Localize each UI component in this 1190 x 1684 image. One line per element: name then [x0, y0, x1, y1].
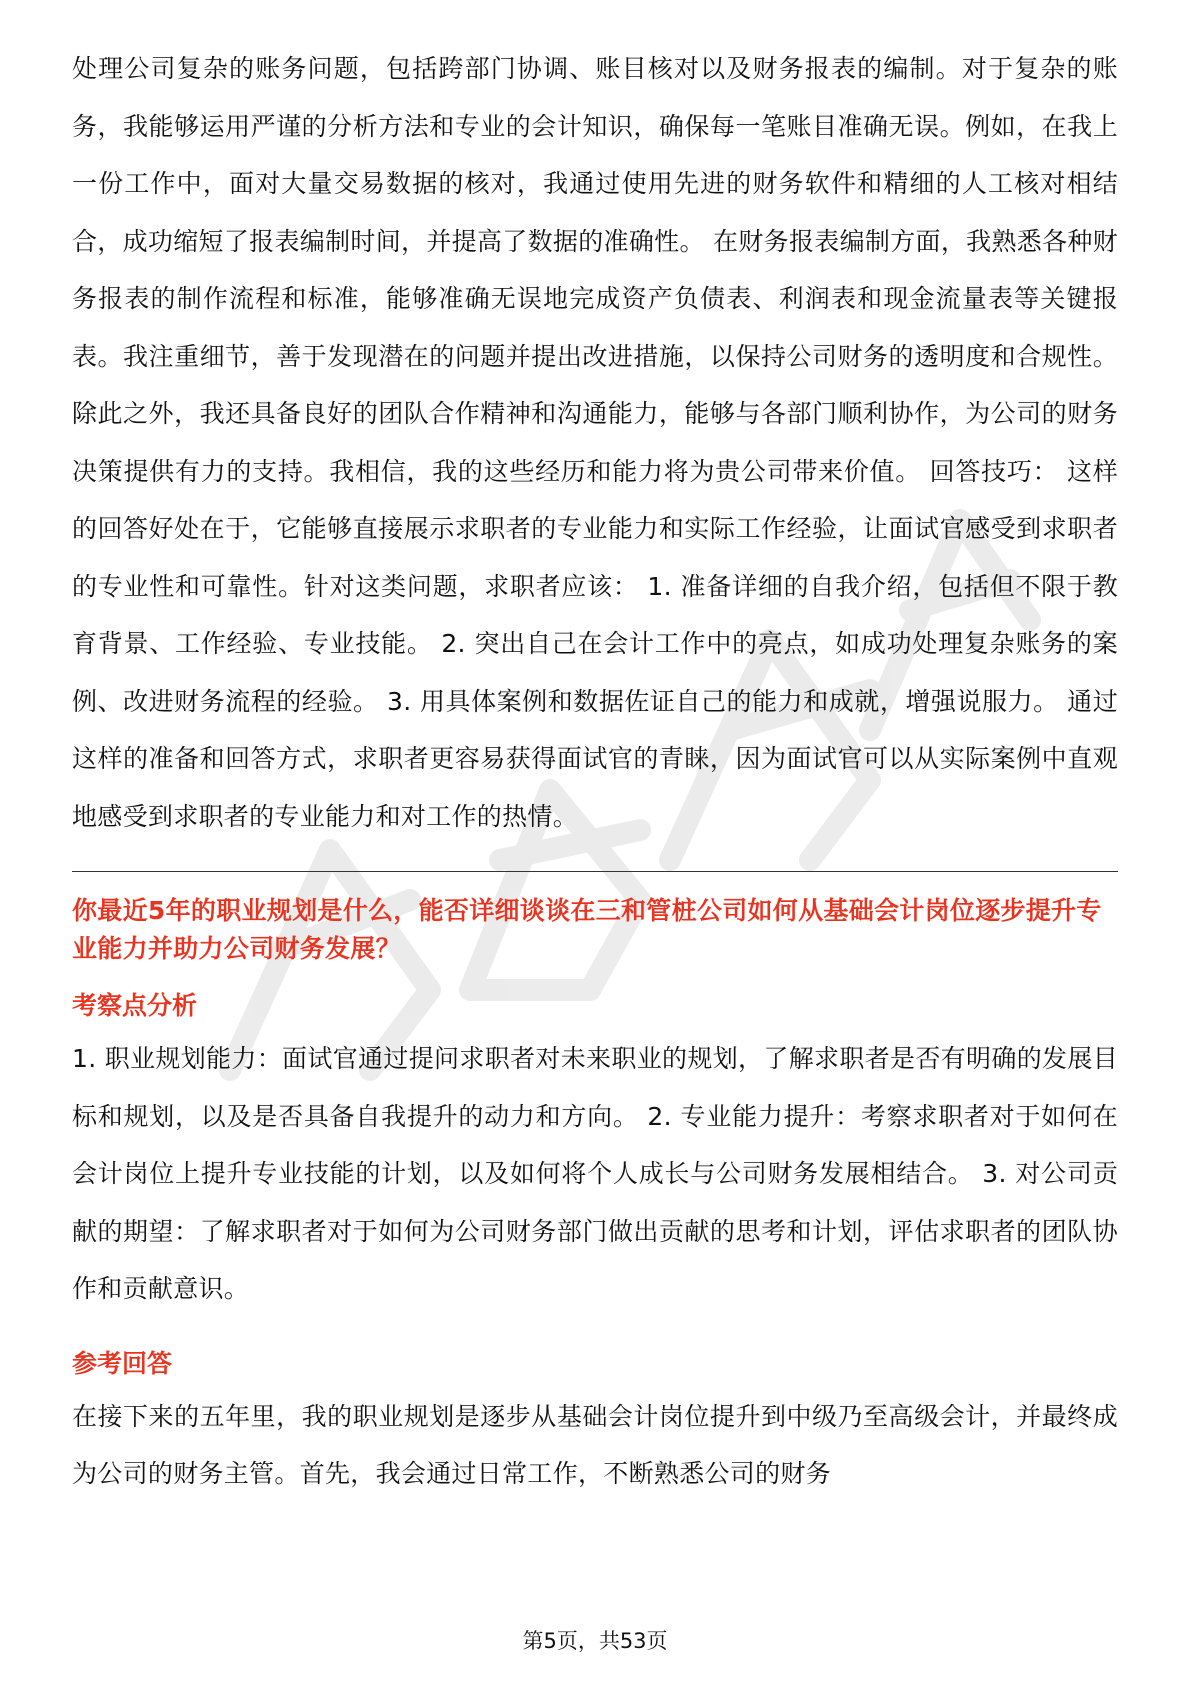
analysis-paragraph: 1. 职业规划能力：面试官通过提问求职者对未来职业的规划，了解求职者是否有明确的发展目标和规划，以及是否具备自我提升的动力和方向。 2. 专业能力提升：考察求职者对于如何在会计岗位上提升专业技能的计划，以及如何将个人成长与公司财务发展相结合。 3. 对公司贡献的期望：了解求职者对于如何为公司财务部门做出贡献的思考和计划，评估求职者的团队协作和贡献意识。 — [72, 1044, 1118, 1303]
reference-heading: 参考回答 — [72, 1348, 173, 1378]
section-divider — [72, 871, 1118, 872]
page-number: 第5页，共53页 — [522, 1629, 668, 1653]
question-title: 你最近5年的职业规划是什么，能否详细谈谈在三和管桩公司如何从基础会计岗位逐步提升专业能力并助力公司财务发展？ — [72, 896, 1102, 963]
continuation-paragraph: 处理公司复杂的账务问题，包括跨部门协调、账目核对以及财务报表的编制。对于复杂的账务，我能够运用严谨的分析方法和专业的会计知识，确保每一笔账目准确无误。例如，在我上一份工作中，面对大量交易数据的核对，我通过使用先进的财务软件和精细的人工核对相结合，成功缩短了报表编制时间，并提高了数据的准确性。 在财务报表编制方面，我熟悉各种财务报表的制作流程和标准，能够准确无误地完成资产负债表、利润表和现金流量表等关键报表。我注重细节，善于发现潜在的问题并提出改进措施，以保持公司财务的透明度和合规性。 除此之外，我还具备良好的团队合作精神和沟通能力，能够与各部门顺利协作，为公司的财务决策提供有力的支持。我相信，我的这些经历和能力将为贵公司带来价值。 回答技巧： 这样的回答好处在于，它能够直接展示求职者的专业能力和实际工作经验，让面试官感受到求职者的专业性和可靠性。针对这类问题，求职者应该： 1. 准备详细的自我介绍，包括但不限于教育背景、工作经验、专业技能。 2. 突出自己在会计工作中的亮点，如成功处理复杂账务的案例、改进财务流程的经验。 3. 用具体案例和数据佐证自己的能力和成就，增强说服力。 通过这样的准备和回答方式，求职者更容易获得面试官的青睐，因为面试官可以从实际案例中直观地感受到求职者的专业能力和对工作的热情。 — [72, 54, 1118, 831]
reference-paragraph: 在接下来的五年里，我的职业规划是逐步从基础会计岗位提升到中级乃至高级会计，并最终成为公司的财务主管。首先，我会通过日常工作，不断熟悉公司的财务 — [72, 1401, 1118, 1488]
analysis-heading: 考察点分析 — [72, 991, 198, 1020]
content-column — [72, 40, 1118, 1503]
